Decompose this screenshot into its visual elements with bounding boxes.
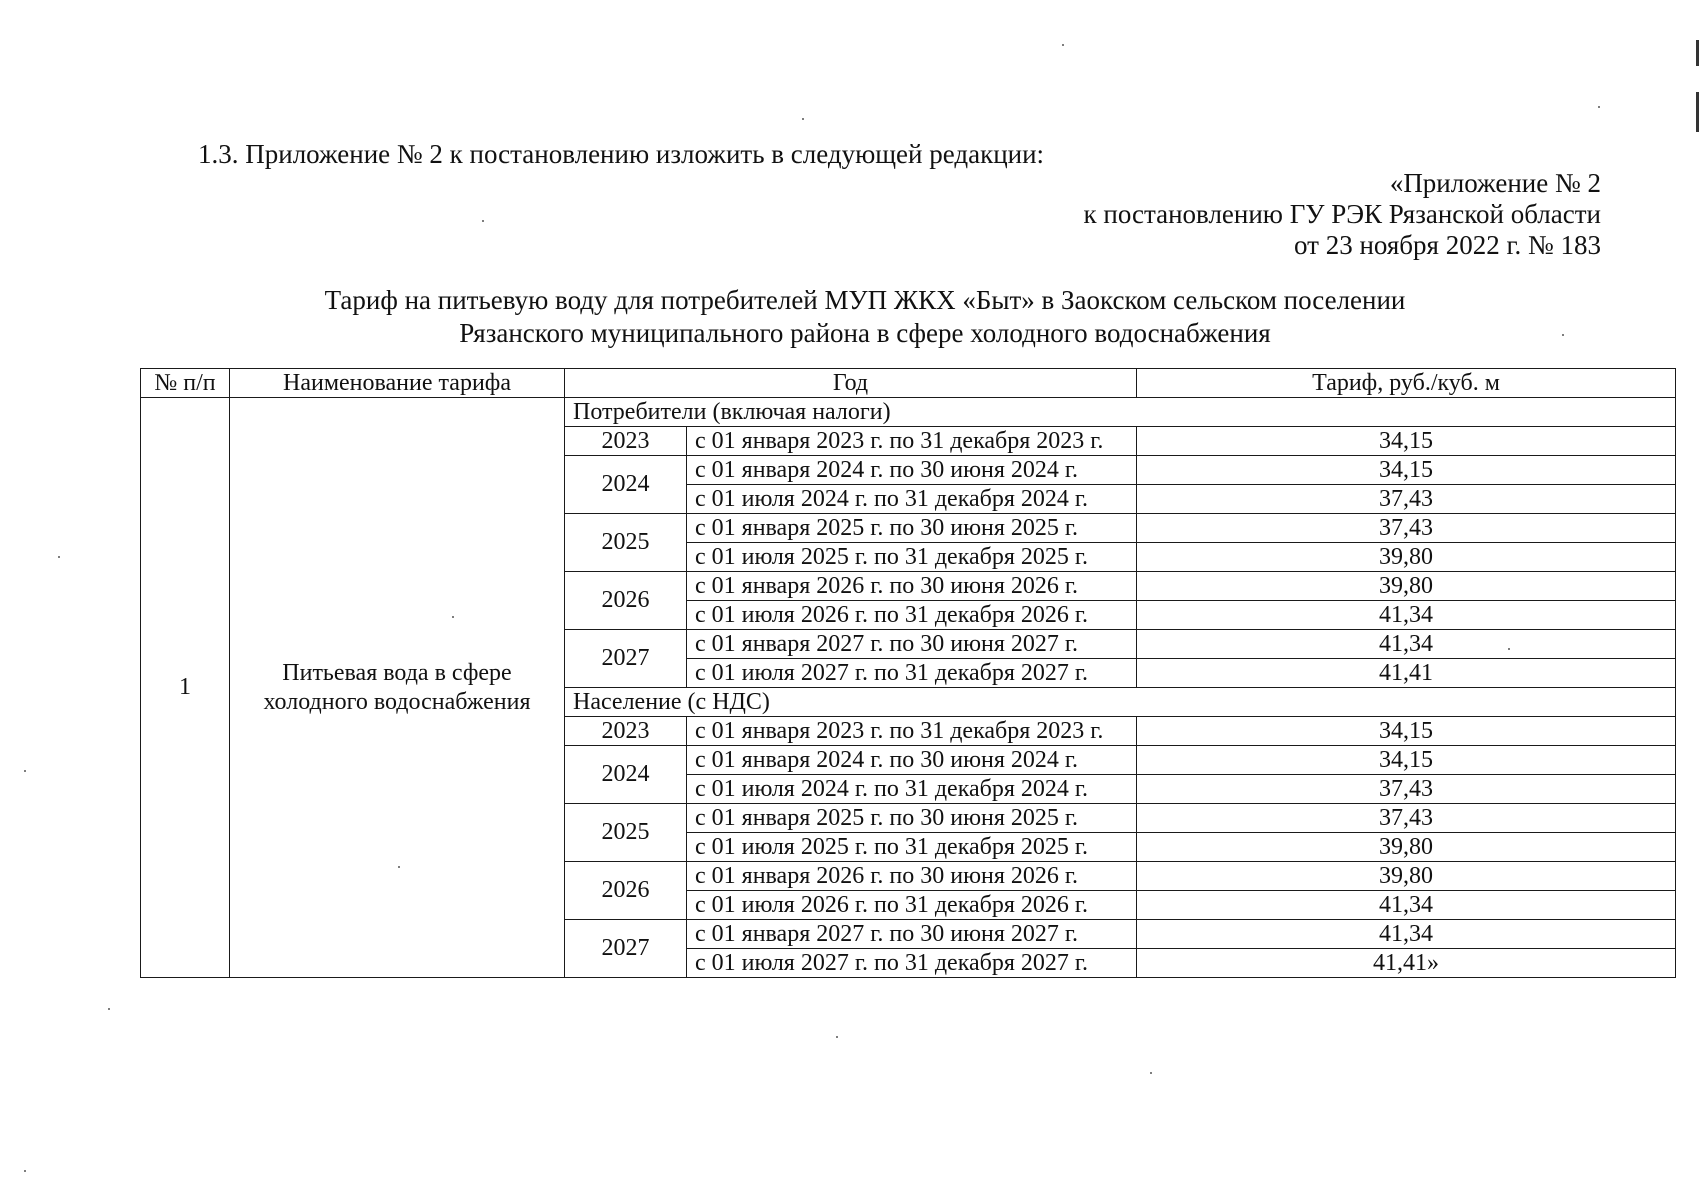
- header-number: № п/п: [141, 369, 230, 398]
- period-cell: с 01 июля 2026 г. по 31 декабря 2026 г.: [687, 891, 1137, 920]
- tariff-value-cell: 39,80: [1137, 833, 1676, 862]
- section-row: [141, 398, 1676, 427]
- tariff-value-cell: 34,15: [1137, 717, 1676, 746]
- year-cell: 2025: [565, 804, 687, 862]
- scan-speck: [1598, 106, 1600, 108]
- tariff-table: [140, 368, 1676, 978]
- tariff-table-body: [141, 369, 1676, 978]
- row-number-cell: 1: [141, 398, 230, 978]
- section-label: Потребители (включая налоги): [565, 398, 1676, 427]
- year-cell: 2027: [565, 630, 687, 688]
- tariff-value-cell: 41,34: [1137, 630, 1676, 659]
- tariff-value-cell: 37,43: [1137, 514, 1676, 543]
- intro-paragraph: 1.3. Приложение № 2 к постановлению изложить в следующей редакции:: [198, 139, 1045, 169]
- tariff-value-cell: 41,34: [1137, 920, 1676, 949]
- period-cell: с 01 июля 2025 г. по 31 декабря 2025 г.: [687, 543, 1137, 572]
- scan-speck: [452, 616, 454, 618]
- scan-speck: [1150, 1072, 1152, 1074]
- scan-speck: [1562, 334, 1564, 336]
- year-cell: 2027: [565, 920, 687, 978]
- section-label: Население (с НДС): [565, 688, 1676, 717]
- scan-speck: [58, 556, 60, 558]
- tariff-name-cell: Питьевая вода в сфере холодного водоснабжения: [230, 398, 565, 978]
- tariff-value-cell: 41,41»: [1137, 949, 1676, 978]
- year-cell: 2026: [565, 862, 687, 920]
- tariff-value-cell: 41,41: [1137, 659, 1676, 688]
- tariff-value-cell: 39,80: [1137, 572, 1676, 601]
- year-cell: 2025: [565, 514, 687, 572]
- scan-speck: [24, 1170, 26, 1172]
- tariff-value-cell: 37,43: [1137, 485, 1676, 514]
- tariff-value-cell: 37,43: [1137, 804, 1676, 833]
- period-cell: с 01 июля 2024 г. по 31 декабря 2024 г.: [687, 775, 1137, 804]
- year-cell: 2024: [565, 746, 687, 804]
- period-cell: с 01 января 2024 г. по 30 июня 2024 г.: [687, 456, 1137, 485]
- period-cell: с 01 июля 2026 г. по 31 декабря 2026 г.: [687, 601, 1137, 630]
- title-line-2: Рязанского муниципального района в сфере холодного водоснабжения: [459, 318, 1271, 348]
- year-cell: 2023: [565, 717, 687, 746]
- period-cell: с 01 января 2024 г. по 30 июня 2024 г.: [687, 746, 1137, 775]
- period-cell: с 01 января 2023 г. по 31 декабря 2023 г.: [687, 717, 1137, 746]
- scan-speck: [1508, 648, 1510, 650]
- appendix-line-3: от 23 ноября 2022 г. № 183: [1294, 230, 1601, 260]
- period-cell: с 01 января 2023 г. по 31 декабря 2023 г.: [687, 427, 1137, 456]
- tariff-value-cell: 39,80: [1137, 543, 1676, 572]
- appendix-line-1: «Приложение № 2: [1389, 168, 1601, 198]
- tariff-value-cell: 34,15: [1137, 456, 1676, 485]
- scan-speck: [24, 770, 26, 772]
- tariff-value-cell: 34,15: [1137, 427, 1676, 456]
- header-year: Год: [565, 369, 1137, 398]
- year-cell: 2023: [565, 427, 687, 456]
- scan-speck: [108, 1008, 110, 1010]
- period-cell: с 01 июля 2027 г. по 31 декабря 2027 г.: [687, 659, 1137, 688]
- tariff-value-cell: 41,34: [1137, 891, 1676, 920]
- document-title: [240, 284, 1490, 350]
- period-cell: с 01 июля 2024 г. по 31 декабря 2024 г.: [687, 485, 1137, 514]
- title-line-1: Тариф на питьевую воду для потребителей МУП ЖКХ «Быт» в Заокском сельском поселении: [324, 285, 1406, 315]
- period-cell: с 01 июля 2027 г. по 31 декабря 2027 г.: [687, 949, 1137, 978]
- scan-speck: [398, 866, 400, 868]
- appendix-reference: [1084, 168, 1601, 261]
- tariff-value-cell: 34,15: [1137, 746, 1676, 775]
- scan-speck: [1062, 44, 1064, 46]
- period-cell: с 01 января 2027 г. по 30 июня 2027 г.: [687, 630, 1137, 659]
- tariff-value-cell: 41,34: [1137, 601, 1676, 630]
- period-cell: с 01 января 2025 г. по 30 июня 2025 г.: [687, 514, 1137, 543]
- scan-speck: [836, 1036, 838, 1038]
- table-header-row: [141, 369, 1676, 398]
- tariff-value-cell: 39,80: [1137, 862, 1676, 891]
- tariff-value-cell: 37,43: [1137, 775, 1676, 804]
- header-tariff: Тариф, руб./куб. м: [1137, 369, 1676, 398]
- appendix-line-2: к постановлению ГУ РЭК Рязанской области: [1083, 199, 1601, 229]
- period-cell: с 01 июля 2025 г. по 31 декабря 2025 г.: [687, 833, 1137, 862]
- scan-speck: [482, 220, 484, 222]
- header-name: Наименование тарифа: [230, 369, 565, 398]
- period-cell: с 01 января 2026 г. по 30 июня 2026 г.: [687, 862, 1137, 891]
- year-cell: 2024: [565, 456, 687, 514]
- period-cell: с 01 января 2027 г. по 30 июня 2027 г.: [687, 920, 1137, 949]
- year-cell: 2026: [565, 572, 687, 630]
- period-cell: с 01 января 2025 г. по 30 июня 2025 г.: [687, 804, 1137, 833]
- period-cell: с 01 января 2026 г. по 30 июня 2026 г.: [687, 572, 1137, 601]
- scan-speck: [802, 118, 804, 120]
